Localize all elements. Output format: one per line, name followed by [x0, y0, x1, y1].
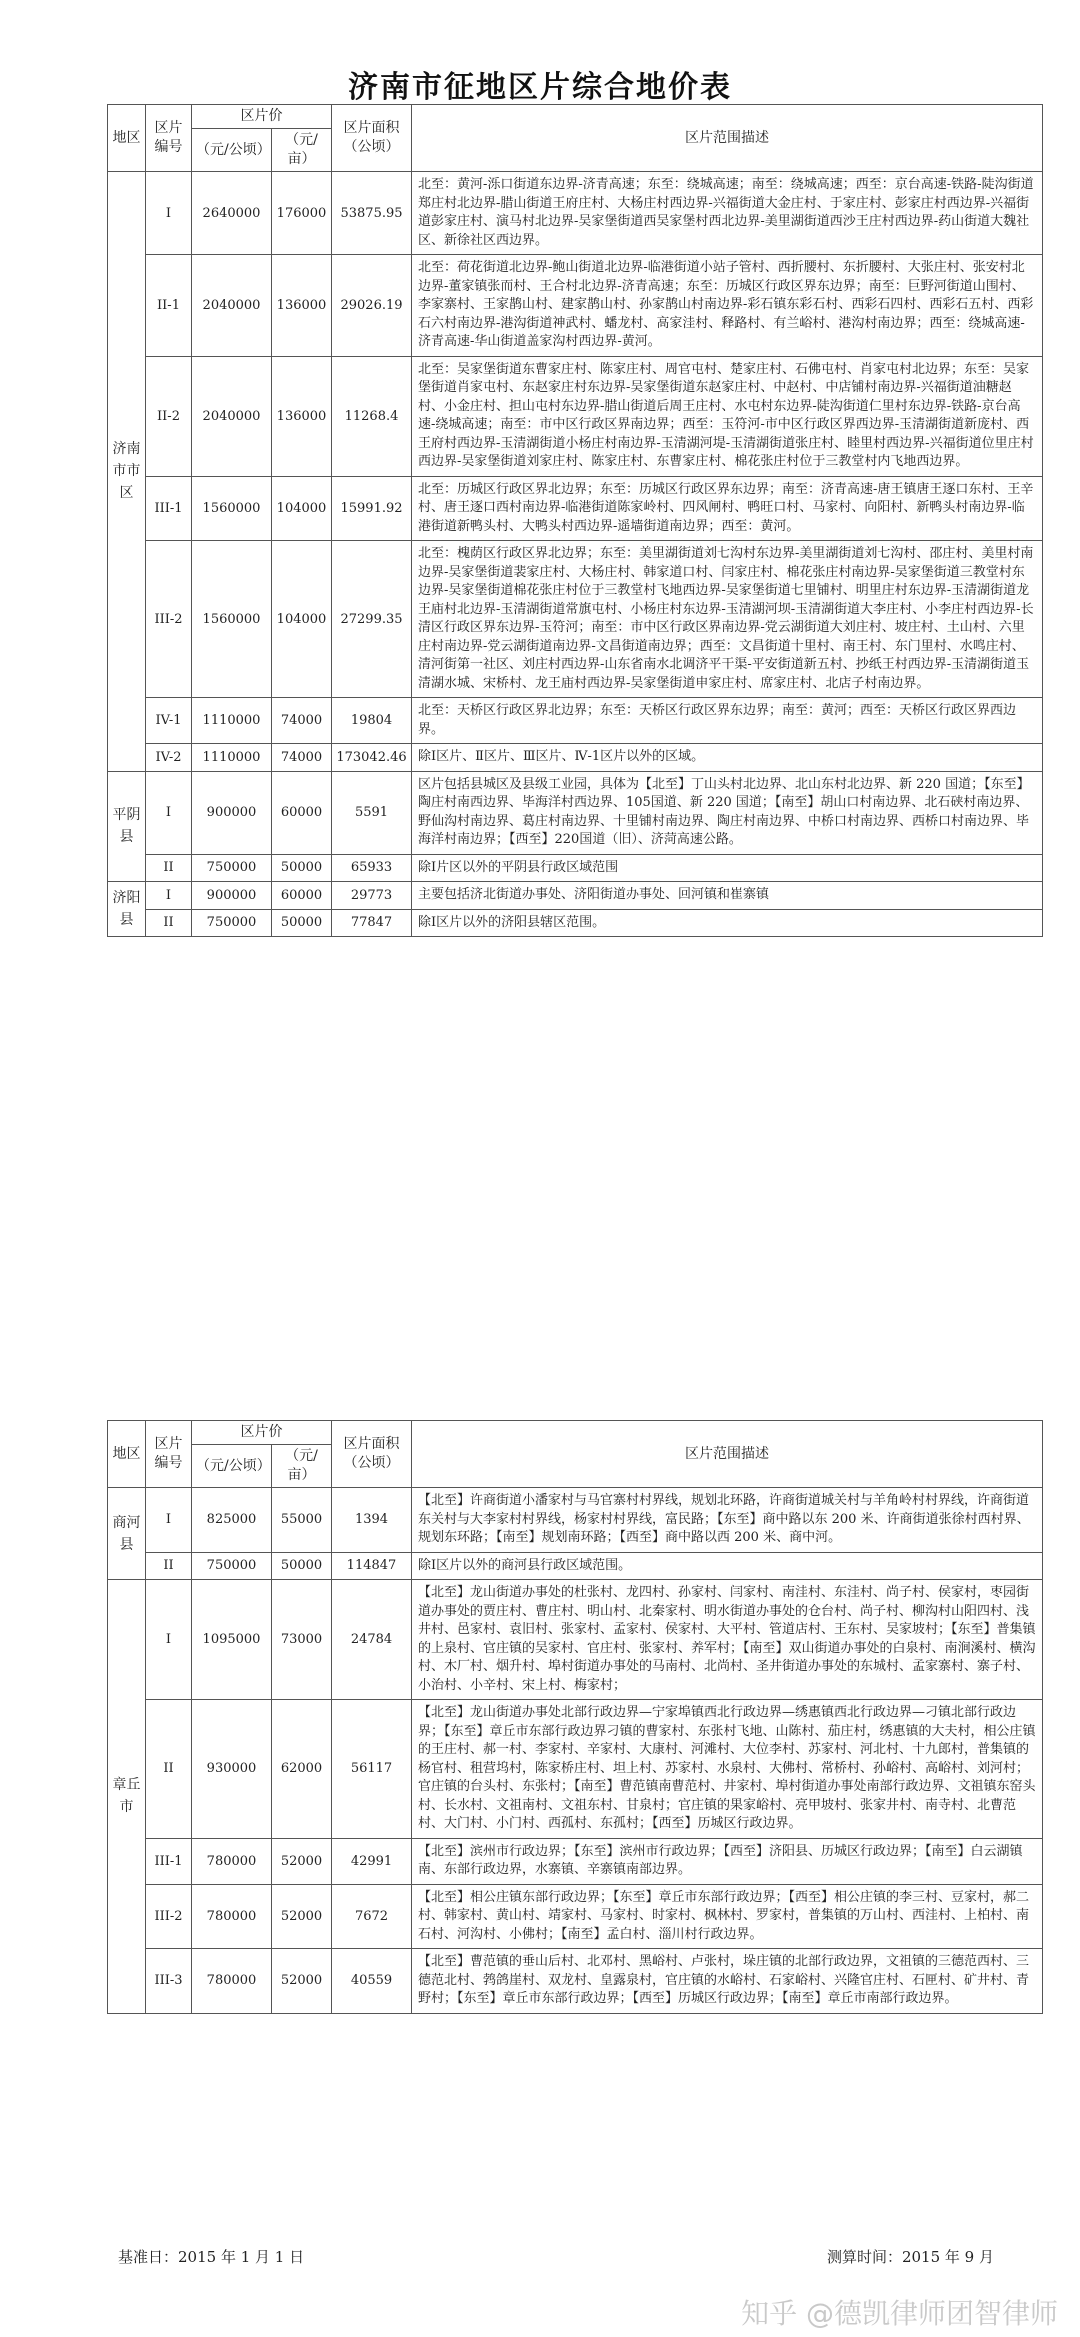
price-per-hectare-cell: 780000: [192, 1884, 272, 1949]
price-per-hectare-cell: 750000: [192, 854, 272, 882]
header-zone-price: 区片价: [192, 1421, 332, 1445]
price-per-mu-cell: 73000: [272, 1580, 332, 1700]
zone-no-cell: I: [146, 771, 192, 854]
base-date: 基准日：2015 年 1 月 1 日: [118, 2248, 305, 2266]
table-row: [108, 882, 1043, 910]
table-row: [108, 1884, 1043, 1949]
header-zone-price: 区片价: [192, 105, 332, 129]
description-cell: 北至：黄河-泺口街道东边界-济青高速；东至：绕城高速；南至：绕城高速；西至：京台高速-铁路-陡沟街道郑庄村北边界-腊山街道王府庄村、大杨庄村西边界-兴福街道大金庄村、于家庄村、彭家庄村西边界-兴福街道彭家庄村、演马村北边界-吴家堡街道西吴家堡村西北边界-美里湖街道西沙王庄村西边界-药山街道大魏社区、新徐社区西边界。: [412, 172, 1043, 255]
header-per-hectare: （元/公顷）: [192, 129, 272, 172]
zone-no-cell: IV-1: [146, 698, 192, 744]
price-per-mu-cell: 136000: [272, 255, 332, 357]
table-row: [108, 1949, 1043, 2014]
zone-no-cell: II-1: [146, 255, 192, 357]
table-row: [108, 1700, 1043, 1839]
price-per-hectare-cell: 750000: [192, 909, 272, 937]
area-cell: 7672: [332, 1884, 412, 1949]
area-cell: 42991: [332, 1838, 412, 1884]
area-cell: 15991.92: [332, 476, 412, 541]
area-cell: 19804: [332, 698, 412, 744]
description-cell: 除Ⅰ片区以外的平阴县行政区域范围: [412, 854, 1043, 882]
price-per-mu-cell: 74000: [272, 744, 332, 772]
price-per-mu-cell: 52000: [272, 1949, 332, 2014]
region-cell: 商河县: [108, 1488, 146, 1580]
region-cell: 济南市市区: [108, 172, 146, 772]
price-per-mu-cell: 74000: [272, 698, 332, 744]
area-cell: 65933: [332, 854, 412, 882]
area-cell: 5591: [332, 771, 412, 854]
table-row: [108, 1488, 1043, 1553]
header-region: 地区: [108, 1421, 146, 1488]
price-per-mu-cell: 60000: [272, 882, 332, 910]
zone-no-cell: I: [146, 882, 192, 910]
price-per-mu-cell: 104000: [272, 476, 332, 541]
zone-no-cell: III-1: [146, 1838, 192, 1884]
price-per-hectare-cell: 1560000: [192, 541, 272, 698]
area-cell: 24784: [332, 1580, 412, 1700]
description-cell: 【北至】曹范镇的垂山后村、北邓村、黑峪村、卢张村，垛庄镇的北部行政边界，文祖镇的三德范西村、三德范北村、鹁鸽崖村、双龙村、皇露泉村，官庄镇的水峪村、石家峪村、兴隆官庄村、石匣村、矿井村、青野村；【东至】章丘市东部行政边界；【西至】历城区行政边界；【南至】章丘市南部行政边界。: [412, 1949, 1043, 2014]
area-cell: 1394: [332, 1488, 412, 1553]
price-per-hectare-cell: 780000: [192, 1838, 272, 1884]
price-per-mu-cell: 62000: [272, 1700, 332, 1839]
price-per-hectare-cell: 900000: [192, 882, 272, 910]
price-per-hectare-cell: 1110000: [192, 698, 272, 744]
area-cell: 29773: [332, 882, 412, 910]
land-price-table-1: [107, 104, 1043, 937]
zone-no-cell: IV-2: [146, 744, 192, 772]
description-cell: 除Ⅰ区片以外的商河县行政区域范围。: [412, 1552, 1043, 1580]
area-cell: 11268.4: [332, 356, 412, 476]
zone-no-cell: III-2: [146, 1884, 192, 1949]
description-cell: 区片包括县城区及县级工业园，具体为【北至】丁山头村北边界、北山东村北边界、新 220 国道；【东至】陶庄村南西边界、毕海洋村西边界、105国道、新 220 国道；【南至】胡山口村南边界、北石硖村南边界、野仙沟村南边界、葛庄村南边界、十里铺村南边界、陶庄村南边界、中桥口村南边界、西桥口村南边界、毕海洋村南边界；【西至】220国道（旧）、济菏高速公路。: [412, 771, 1043, 854]
calc-time: 测算时间：2015 年 9 月: [826, 2248, 994, 2266]
table-row: [108, 1580, 1043, 1700]
area-cell: 27299.35: [332, 541, 412, 698]
price-per-mu-cell: 176000: [272, 172, 332, 255]
description-cell: 除Ⅰ区片以外的济阳县辖区范围。: [412, 909, 1043, 937]
price-per-mu-cell: 55000: [272, 1488, 332, 1553]
price-per-mu-cell: 136000: [272, 356, 332, 476]
table-row: [108, 541, 1043, 698]
header-area: 区片面积（公顷）: [332, 105, 412, 172]
price-per-mu-cell: 50000: [272, 854, 332, 882]
description-cell: 北至：天桥区行政区界北边界；东至：天桥区行政区界东边界；南至：黄河；西至：天桥区行政区界西边界。: [412, 698, 1043, 744]
price-per-hectare-cell: 930000: [192, 1700, 272, 1839]
area-cell: 114847: [332, 1552, 412, 1580]
description-cell: 北至：历城区行政区界北边界；东至：历城区行政区界东边界；南至：济青高速-唐王镇唐王逐口东村、王辛村、唐王逐口西村南边界-临港街道陈家岭村、四风闸村、鸭旺口村、马家村、向阳村、新鸭头村南边界-临港街道新鸭头村、大鸭头村西边界-遥墙街道南边界；西至：黄河。: [412, 476, 1043, 541]
table-row: [108, 255, 1043, 357]
price-per-hectare-cell: 2040000: [192, 255, 272, 357]
header-description: 区片范围描述: [412, 1421, 1043, 1488]
header-per-mu: （元/亩）: [272, 1445, 332, 1488]
description-cell: 主要包括济北街道办事处、济阳街道办事处、回河镇和崔寨镇: [412, 882, 1043, 910]
zone-no-cell: I: [146, 172, 192, 255]
price-per-hectare-cell: 2040000: [192, 356, 272, 476]
price-per-hectare-cell: 780000: [192, 1949, 272, 2014]
price-per-mu-cell: 52000: [272, 1838, 332, 1884]
price-per-mu-cell: 50000: [272, 1552, 332, 1580]
table-row: [108, 476, 1043, 541]
table-row: [108, 909, 1043, 937]
description-cell: 【北至】龙山街道办事处的杜张村、龙四村、孙家村、闫家村、南洼村、东洼村、尚子村、侯家村，枣园街道办事处的贾庄村、曹庄村、明山村、北秦家村、明水街道办事处的仓台村、尚子村、柳沟村山阳四村、浅井村、邑家村、袁旧村、张家村、孟家村、侯家村、大平村、管道店村、王东村、吴家坡村；【东至】普集镇的上泉村、官庄镇的吴家村、官庄村、张家村、养军村；【南至】双山街道办事处的白泉村、南涧溪村、横沟村、木厂村、烟升村、埠村街道办事处的马南村、北尚村、圣井街道办事处的东城村、孟家寨村、寨子村、小治村、小辛村、宋上村、梅家村；: [412, 1580, 1043, 1700]
description-cell: 【北至】龙山街道办事处北部行政边界—宁家埠镇西北行政边界—绣惠镇西北行政边界—刁镇北部行政边界；【东至】章丘市东部行政边界刁镇的曹家村、东张村飞地、山陈村、茄庄村，绣惠镇的大夫村，相公庄镇的王庄村、郝一村、李家村、辛家村、大康村、河滩村、大位李村、苏家村、河北村、十九郎村，普集镇的杨官村、租营坞村，陈家桥庄村、坦上村、苏家村、水泉村、大佛村、常桥村、孙峪村、高峪村、刘河村；官庄镇的台头村、东张村；【南至】曹范镇南曹范村、井家村、埠村街道办事处南部行政边界、文祖镇东窑头村、长水村、文祖南村、文祖东村、甘泉村；官庄镇的果家峪村、亮甲坡村、张家井村、南寺村、北曹范村、大门村、小门村、西孤村、东孤村；【西至】历城区行政边界。: [412, 1700, 1043, 1839]
table-row: [108, 1838, 1043, 1884]
zone-no-cell: III-2: [146, 541, 192, 698]
area-cell: 29026.19: [332, 255, 412, 357]
area-cell: 40559: [332, 1949, 412, 2014]
header-zone-no: 区片编号: [146, 1421, 192, 1488]
zone-no-cell: III-1: [146, 476, 192, 541]
area-cell: 53875.95: [332, 172, 412, 255]
area-cell: 77847: [332, 909, 412, 937]
table-row: [108, 771, 1043, 854]
description-cell: 北至：荷花街道北边界-鲍山街道北边界-临港街道小站子管村、西折腰村、东折腰村、大张庄村、张安村北边界-董家镇张而村、王合村北边界-济青高速；东至：历城区行政区界东边界；南至：巨野河街道山围村、李家寨村、王家鹊山村、建家鹊山村、孙家鹊山村南边界-彩石镇东彩石村、西彩石四村、西彩石五村、西彩石六村南边界-港沟街道神武村、蟠龙村、高家洼村、释路村、有兰峪村、港沟村南边界；西至：绕城高速-济青高速-华山街道盖家沟村西边界-黄河。: [412, 255, 1043, 357]
table-row: [108, 744, 1043, 772]
description-cell: 除Ⅰ区片、Ⅱ区片、Ⅲ区片、Ⅳ-1区片以外的区域。: [412, 744, 1043, 772]
zone-no-cell: II: [146, 1700, 192, 1839]
description-cell: 【北至】相公庄镇东部行政边界；【东至】章丘市东部行政边界；【西至】相公庄镇的李三村、豆家村，郝二村、韩家村、黄山村、靖家村、马家村、时家村、枫林村、罗家村，普集镇的万山村、西洼村、上柏村、南石村、河沟村、小佛村；【南至】孟白村、淄川村行政边界。: [412, 1884, 1043, 1949]
price-per-hectare-cell: 1110000: [192, 744, 272, 772]
zone-no-cell: II: [146, 854, 192, 882]
zone-no-cell: III-3: [146, 1949, 192, 2014]
header-per-mu: （元/亩）: [272, 129, 332, 172]
header-per-hectare: （元/公顷）: [192, 1445, 272, 1488]
table-row: [108, 1552, 1043, 1580]
price-per-hectare-cell: 1095000: [192, 1580, 272, 1700]
price-per-hectare-cell: 750000: [192, 1552, 272, 1580]
price-per-mu-cell: 52000: [272, 1884, 332, 1949]
price-per-hectare-cell: 2640000: [192, 172, 272, 255]
area-cell: 173042.46: [332, 744, 412, 772]
zone-no-cell: II-2: [146, 356, 192, 476]
description-cell: 北至：吴家堡街道东曹家庄村、陈家庄村、周官屯村、楚家庄村、石佛屯村、肖家屯村北边界；东至：吴家堡街道肖家屯村、东赵家庄村东边界-吴家堡街道东赵家庄村、中赵村、中店铺村南边界-兴福街道油糖赵村、小金庄村、担山屯村东边界-腊山街道后周王庄村、水屯村东边界-陡沟街道仁里村东边界-铁路-京台高速-绕城高速；南至：市中区行政区界南边界；西至：玉符河-市中区行政区界西边界-玉清湖街道新庞村、西王府村西边界-玉清湖街道小杨庄村南边界-玉清湖河堤-玉清湖街道张庄村、睦里村西边界-兴福街道位里庄村西边界-吴家堡街道刘家庄村、陈家庄村、东曹家庄村、棉花张庄村位于三教堂村内飞地西边界。: [412, 356, 1043, 476]
page-title: 济南市征地区片综合地价表: [348, 70, 732, 105]
price-per-mu-cell: 50000: [272, 909, 332, 937]
table-row: [108, 172, 1043, 255]
zone-no-cell: II: [146, 909, 192, 937]
table-row: [108, 698, 1043, 744]
header-area: 区片面积（公顷）: [332, 1421, 412, 1488]
area-cell: 56117: [332, 1700, 412, 1839]
header-description: 区片范围描述: [412, 105, 1043, 172]
zone-no-cell: II: [146, 1552, 192, 1580]
region-cell: 章丘市: [108, 1580, 146, 2014]
price-per-hectare-cell: 825000: [192, 1488, 272, 1553]
region-cell: 平阴县: [108, 771, 146, 882]
price-per-mu-cell: 60000: [272, 771, 332, 854]
watermark: 知乎 @德凯律师团智律师: [741, 2297, 1058, 2330]
description-cell: 【北至】许商街道小潘家村与马官寨村村界线，规划北环路，许商街道城关村与羊角岭村村界线，许商街道东关村与大李家村村界线，杨家村村界线，富民路；【东至】商中路以东 200 米、许商街道张徐村西村界、规划东环路；【南至】规划南环路；【西至】商中路以西 200 米、商中河。: [412, 1488, 1043, 1553]
price-per-hectare-cell: 900000: [192, 771, 272, 854]
description-cell: 北至：槐荫区行政区界北边界；东至：美里湖街道刘七沟村东边界-美里湖街道刘七沟村、邵庄村、美里村南边界-吴家堡街道裴家庄村、大杨庄村、韩家道口村、闫家庄村、棉花张庄村南边界-吴家堡街道三教堂村东边界-吴家堡街道棉花张庄村位于三教堂村飞地西边界-吴家堡街道七里铺村、明里庄村东边界-玉清湖街道龙王庙村北边界-玉清湖街道常旗屯村、小杨庄村东边界-玉清湖河坝-玉清湖街道大李庄村、小李庄村西边界-长清区行政区界东边界-玉符河；南至：市中区行政区界南边界-党云湖街道大刘庄村、坡庄村、土山村、六里庄村南边界-党云湖街道南边界-文昌街道南边界；西至：文昌街道十里村、南王村、东门里村、水鸣庄村、清河街第一社区、刘庄村西边界-山东省南水北调济平干渠-平安街道新五村、抄纸王村西边界-玉清湖街道玉清湖水城、宋桥村、龙王庙村西边界-吴家堡街道申家庄村、席家庄村、北店子村南边界。: [412, 541, 1043, 698]
description-cell: 【北至】滨州市行政边界；【东至】滨州市行政边界；【西至】济阳县、历城区行政边界；【南至】白云湖镇南、东部行政边界，水寨镇、辛寨镇南部边界。: [412, 1838, 1043, 1884]
zone-no-cell: I: [146, 1580, 192, 1700]
price-per-hectare-cell: 1560000: [192, 476, 272, 541]
table-row: [108, 356, 1043, 476]
price-per-mu-cell: 104000: [272, 541, 332, 698]
table-row: [108, 854, 1043, 882]
header-zone-no: 区片编号: [146, 105, 192, 172]
land-price-table-2: [107, 1420, 1043, 2014]
region-cell: 济阳县: [108, 882, 146, 937]
zone-no-cell: I: [146, 1488, 192, 1553]
header-region: 地区: [108, 105, 146, 172]
